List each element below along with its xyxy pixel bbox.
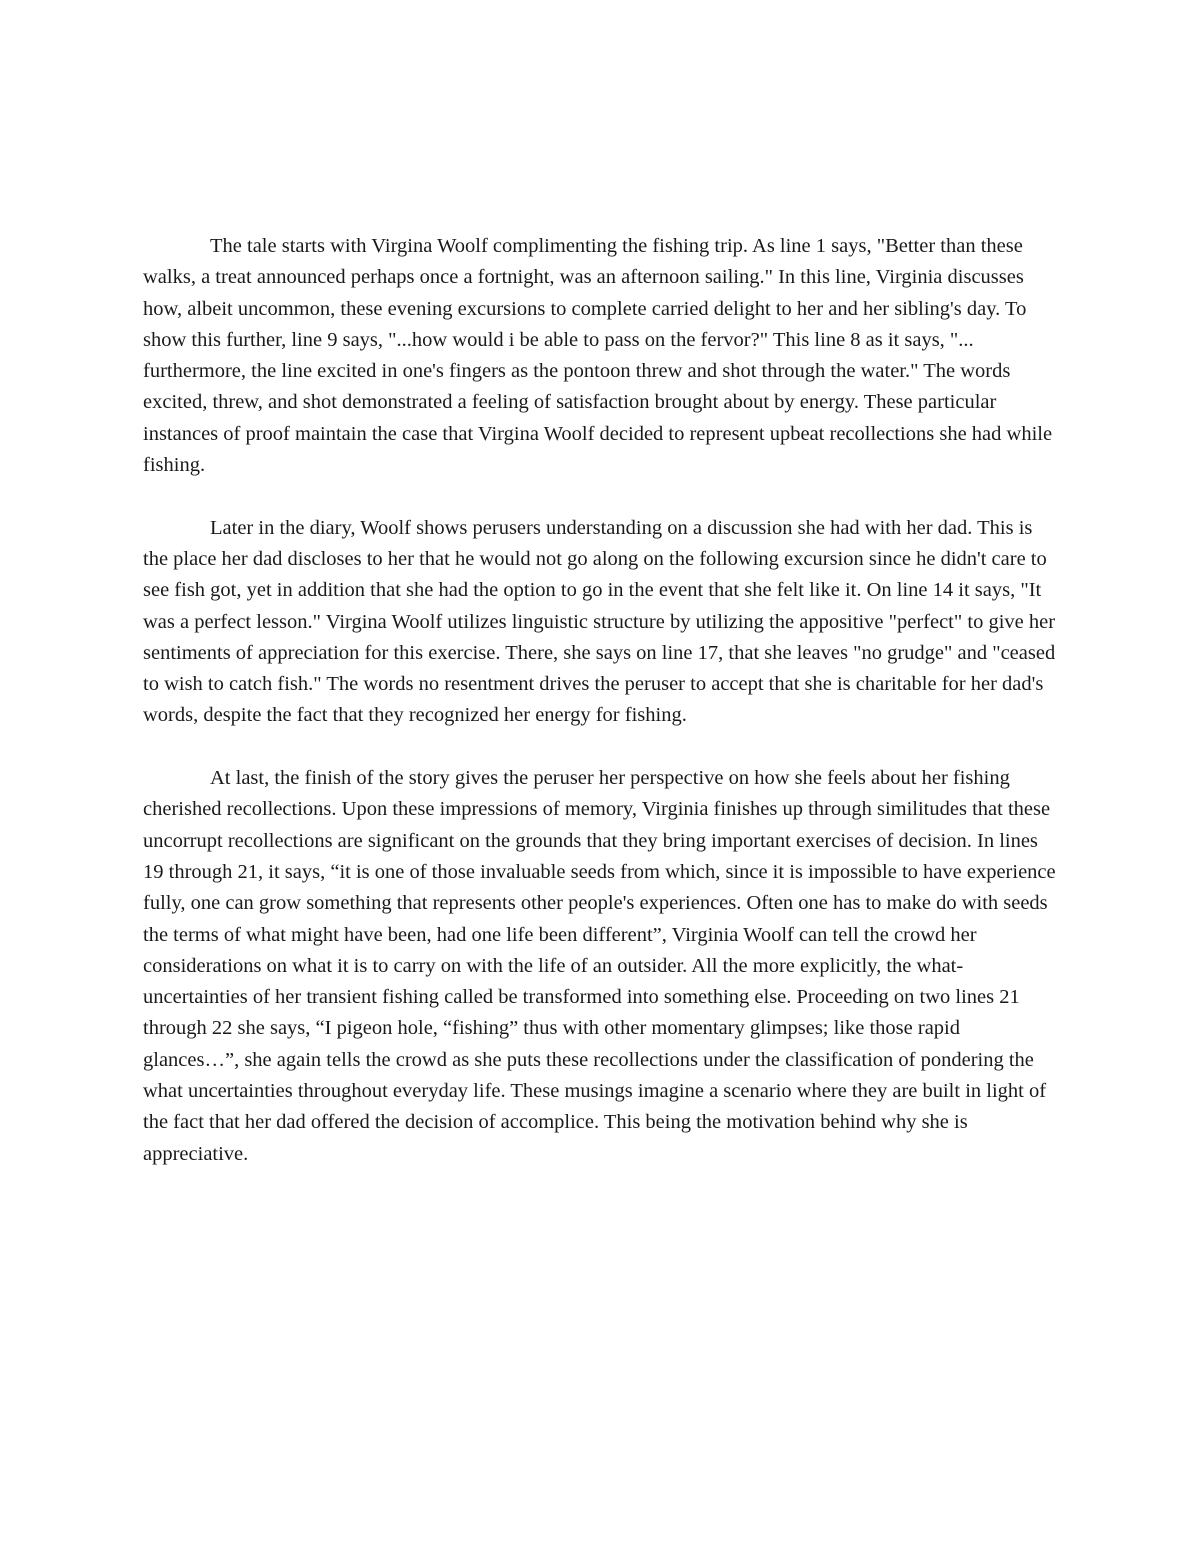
paragraph-2: Later in the diary, Woolf shows perusers understanding on a discussion she had with her dad. This is the place her dad discloses to her that he would not go along on the following excursion since he didn't care to see fish got, yet in addition that she had the option to go in the event that she felt like it. On line 14 it says, "It was a perfect lesson." Virgina Woolf utilizes linguistic structure by utilizing the appositive "perfect" to give her sentiments of appreciation for this exercise. There, she says on line 17, that she leaves "no grudge" and "ceased to wish to catch fish." The words no resentment drives the peruser to accept that she is charitable for her dad's words, despite the fact that they recognized her energy for fishing. bbox=[143, 516, 1056, 727]
paragraph-1: The tale starts with Virgina Woolf complimenting the fishing trip. As line 1 says, "Better than these walks, a treat announced perhaps once a fortnight, was an afternoon sailing." In this line, Virginia discusses how, albeit uncommon, these evening excursions to complete carried delight to her and her sibling's day. To show this further, line 9 says, "...how would i be able to pass on the fervor?" This line 8 as it says, "... furthermore, the line excited in one's fingers as the pontoon threw and shot through the water." The words excited, threw, and shot demonstrated a feeling of satisfaction brought about by energy. These particular instances of proof maintain the case that Virgina Woolf decided to represent upbeat recollections she had while fishing. bbox=[143, 235, 1053, 477]
paragraph-3: At last, the finish of the story gives the peruser her perspective on how she feels about her fishing cherished recollections. Upon these impressions of memory, Virginia finishes up through similitudes that these uncorrupt recollections are significant on the grounds that they bring important exercises of decision. In lines 19 through 21, it says, “it is one of those invaluable seeds from which, since it is impossible to have experience fully, one can grow something that represents other people's experiences. Often one has to make do with seeds the terms of what might have been, had one life been different”, Virginia Woolf can tell the crowd her considerations on what it is to carry on with the life of an outsider. All the more explicitly, the what-uncertainties of her transient fishing called be transformed into something else. Proceeding on two lines 21 through 22 she says, “I pigeon hole, “fishing” thus with other momentary glimpses; like those rapid glances…”, she again tells the crowd as she puts these recollections under the classification of pondering the what uncertainties throughout everyday life. These musings imagine a scenario where they are built in light of the fact that her dad offered the decision of accomplice. This being the motivation behind why she is appreciative. bbox=[143, 767, 1056, 1165]
essay-body bbox=[143, 231, 1059, 1201]
